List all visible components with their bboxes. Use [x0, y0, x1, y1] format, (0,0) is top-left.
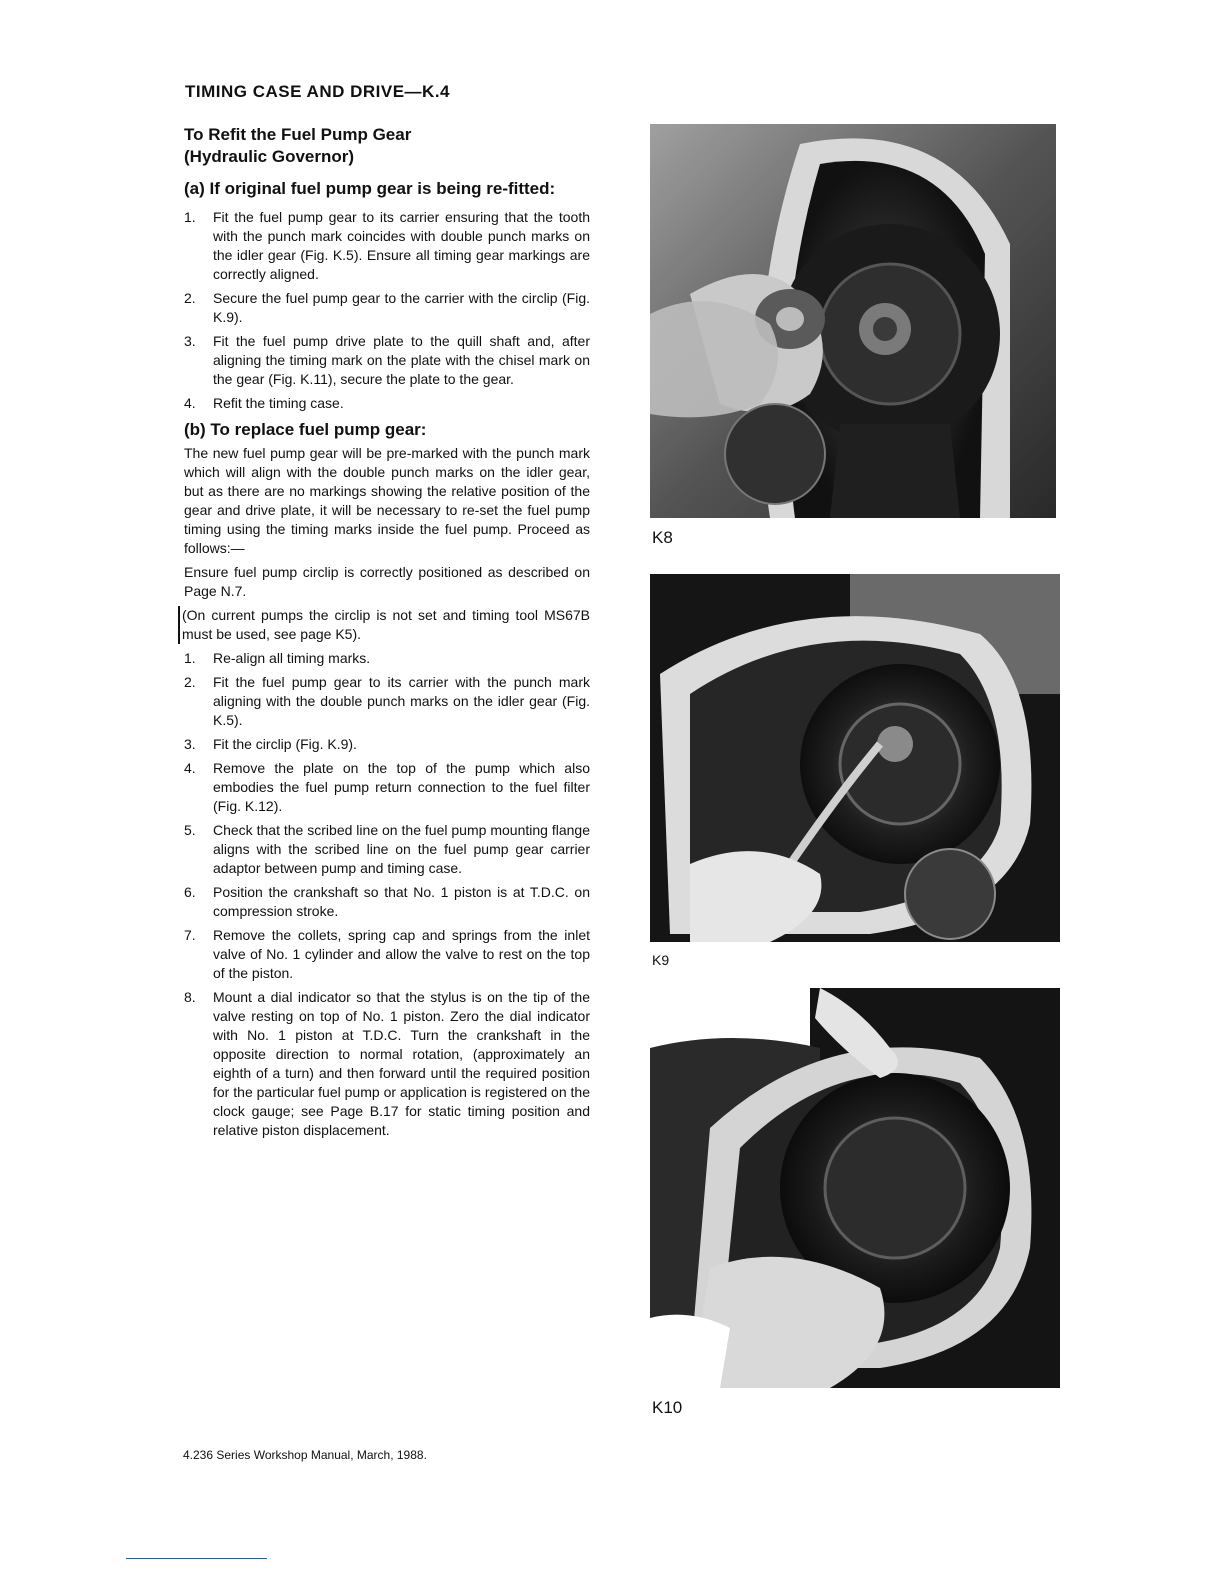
section-title: [184, 124, 590, 168]
step-text: Remove the collets, spring cap and springs from the inlet valve of No. 1 cylinder and allow the valve to rest on the top of the piston.: [213, 927, 590, 981]
subheading-a: (a) If original fuel pump gear is being re-fitted:: [184, 179, 556, 198]
step-number: 1.: [184, 650, 196, 666]
footer-divider: [126, 1558, 267, 1559]
section-title-line1: To Refit the Fuel Pump Gear: [184, 125, 412, 144]
figure-caption: K8: [652, 528, 673, 547]
figure-k9: [650, 574, 1060, 968]
step-number: 7.: [184, 927, 196, 943]
paragraph-b2: Ensure fuel pump circlip is correctly positioned as described on Page N.7.: [184, 564, 590, 599]
list-item: [184, 332, 590, 389]
paragraph-b1: The new fuel pump gear will be pre-marked with the punch mark which will align with the double punch marks on the idler gear, but as there are no markings showing the relative position of the gear and drive plate, it will be necessary to re-set the fuel pump timing using the timing marks inside the fuel pump. Proceed as follows:—: [184, 445, 590, 556]
step-number: 5.: [184, 822, 196, 838]
step-number: 8.: [184, 989, 196, 1005]
step-text: Check that the scribed line on the fuel pump mounting flange aligns with the scribed line on the fuel pump gear carrier adaptor between pump and timing case.: [213, 822, 590, 876]
step-text: Fit the circlip (Fig. K.9).: [213, 736, 357, 752]
step-number: 4.: [184, 760, 196, 776]
list-item: [184, 208, 590, 284]
step-number: 2.: [184, 290, 196, 306]
revision-note: (On current pumps the circlip is not set and timing tool MS67B must be used, see page K5).: [178, 606, 590, 644]
text-column: [184, 124, 590, 1145]
list-item: [184, 673, 590, 730]
list-item: [184, 926, 590, 983]
figure-caption: K10: [652, 1398, 683, 1417]
page-header: TIMING CASE AND DRIVE—K.4: [185, 82, 451, 101]
step-number: 6.: [184, 884, 196, 900]
step-text: Fit the fuel pump gear to its carrier with the punch mark aligning with the double punch marks on the idler gear (Fig. K.5).: [213, 674, 590, 728]
subheading-b: (b) To replace fuel pump gear:: [184, 420, 427, 439]
list-item: [184, 394, 590, 413]
list-item: [184, 759, 590, 816]
step-text: Remove the plate on the top of the pump which also embodies the fuel pump return connection to the fuel filter (Fig. K.12).: [213, 760, 590, 814]
list-item: [184, 735, 590, 754]
steps-b-list: [184, 649, 590, 1140]
figure-k10: [650, 988, 1060, 1418]
figure-k8: [650, 124, 1056, 548]
list-item: [184, 883, 590, 921]
step-number: 3.: [184, 736, 196, 752]
step-text: Refit the timing case.: [213, 395, 344, 411]
step-text: Secure the fuel pump gear to the carrier with the circlip (Fig. K.9).: [213, 290, 590, 325]
figure-caption: K9: [652, 952, 670, 968]
section-title-line2: (Hydraulic Governor): [184, 147, 355, 166]
list-item: [184, 988, 590, 1140]
step-text: Fit the fuel pump gear to its carrier ensuring that the tooth with the punch mark coincides with double punch marks on the idler gear (Fig. K.5). Ensure all timing gear markings are correctly aligned.: [213, 209, 590, 282]
photo-timing-gear-k10: [650, 988, 1060, 1388]
step-number: 2.: [184, 674, 196, 690]
list-item: [184, 649, 590, 668]
steps-a-list: [184, 208, 590, 413]
step-text: Re-align all timing marks.: [213, 650, 371, 666]
page-footer: 4.236 Series Workshop Manual, March, 1988.: [183, 1448, 427, 1462]
step-number: 4.: [184, 395, 196, 411]
list-item: [184, 289, 590, 327]
step-number: 1.: [184, 209, 196, 225]
photo-timing-gear-k9: [650, 574, 1060, 942]
step-text: Position the crankshaft so that No. 1 piston is at T.D.C. on compression stroke.: [213, 884, 590, 919]
step-number: 3.: [184, 333, 196, 349]
list-item: [184, 821, 590, 878]
step-text: Mount a dial indicator so that the stylus is on the tip of the valve resting on top of No. 1 piston. Zero the dial indicator with No. 1 piston at T.D.C. Turn the crankshaft in the opposite direction to normal rotation, (approximately an eighth of a turn) and then forward until the required position for the particular fuel pump or application is registered on the clock gauge; see Page B.17 for static timing position and relative piston displacement.: [213, 989, 590, 1138]
photo-timing-gear-k8: [650, 124, 1056, 518]
step-text: Fit the fuel pump drive plate to the quill shaft and, after aligning the timing mark on the plate with the chisel mark on the gear (Fig. K.11), secure the plate to the gear.: [213, 333, 590, 387]
